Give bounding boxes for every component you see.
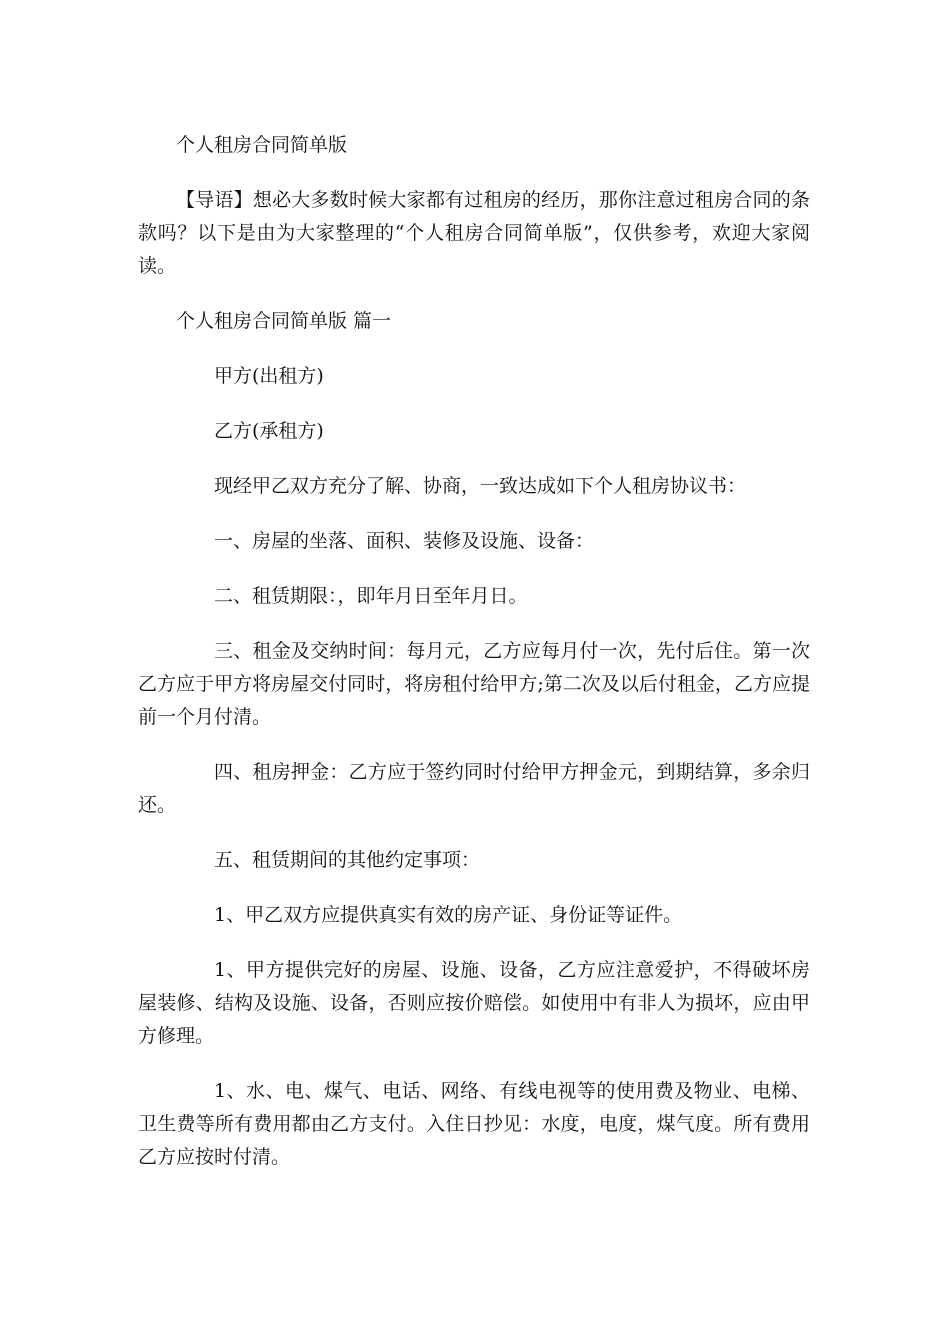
clause-1: 一、房屋的坐落、面积、装修及设施、设备：	[214, 530, 595, 552]
party-a-line: 甲方(出租方)	[214, 365, 324, 387]
clause-4: 四、租房押金：乙方应于签约同时付给甲方押金元，到期结算，多余归还。	[138, 761, 810, 816]
preamble-paragraph: 现经甲乙双方充分了解、协商，一致达成如下个人租房协议书：	[214, 475, 747, 497]
clause-3: 三、租金及交纳时间：每月元，乙方应每月付一次，先付后住。第一次乙方应于甲方将房屋交付同时，将房租付给甲方;第二次及以后付租金，乙方应提前一个月付清。	[138, 640, 810, 728]
sub-item-documents: 1、甲乙双方应提供真实有效的房产证、身份证等证件。	[214, 904, 683, 926]
party-b-line: 乙方(承租方)	[214, 420, 324, 442]
clause-2: 二、租赁期限：，即年月日至年月日。	[214, 585, 528, 607]
document-body	[138, 129, 810, 1196]
clause-5: 五、租赁期间的其他约定事项：	[214, 849, 481, 871]
sub-item-fees: 1、水、电、煤气、电话、网络、有线电视等的使用费及物业、电梯、卫生费等所有费用都由乙方支付。入住日抄见：水度，电度，煤气度。所有费用乙方应按时付清。	[138, 1080, 810, 1168]
sub-item-facilities: 1、甲方提供完好的房屋、设施、设备，乙方应注意爱护，不得破坏房屋装修、结构及设施、设备，否则应按价赔偿。如使用中有非人为损坏，应由甲方修理。	[138, 959, 810, 1047]
document-title: 个人租房合同简单版	[176, 134, 348, 156]
intro-paragraph: 【导语】想必大多数时候大家都有过租房的经历，那你注意过租房合同的条款吗？以下是由为大家整理的“个人租房合同简单版”，仅供参考，欢迎大家阅读。	[138, 189, 810, 277]
section-heading: 个人租房合同简单版 篇一	[176, 310, 392, 332]
